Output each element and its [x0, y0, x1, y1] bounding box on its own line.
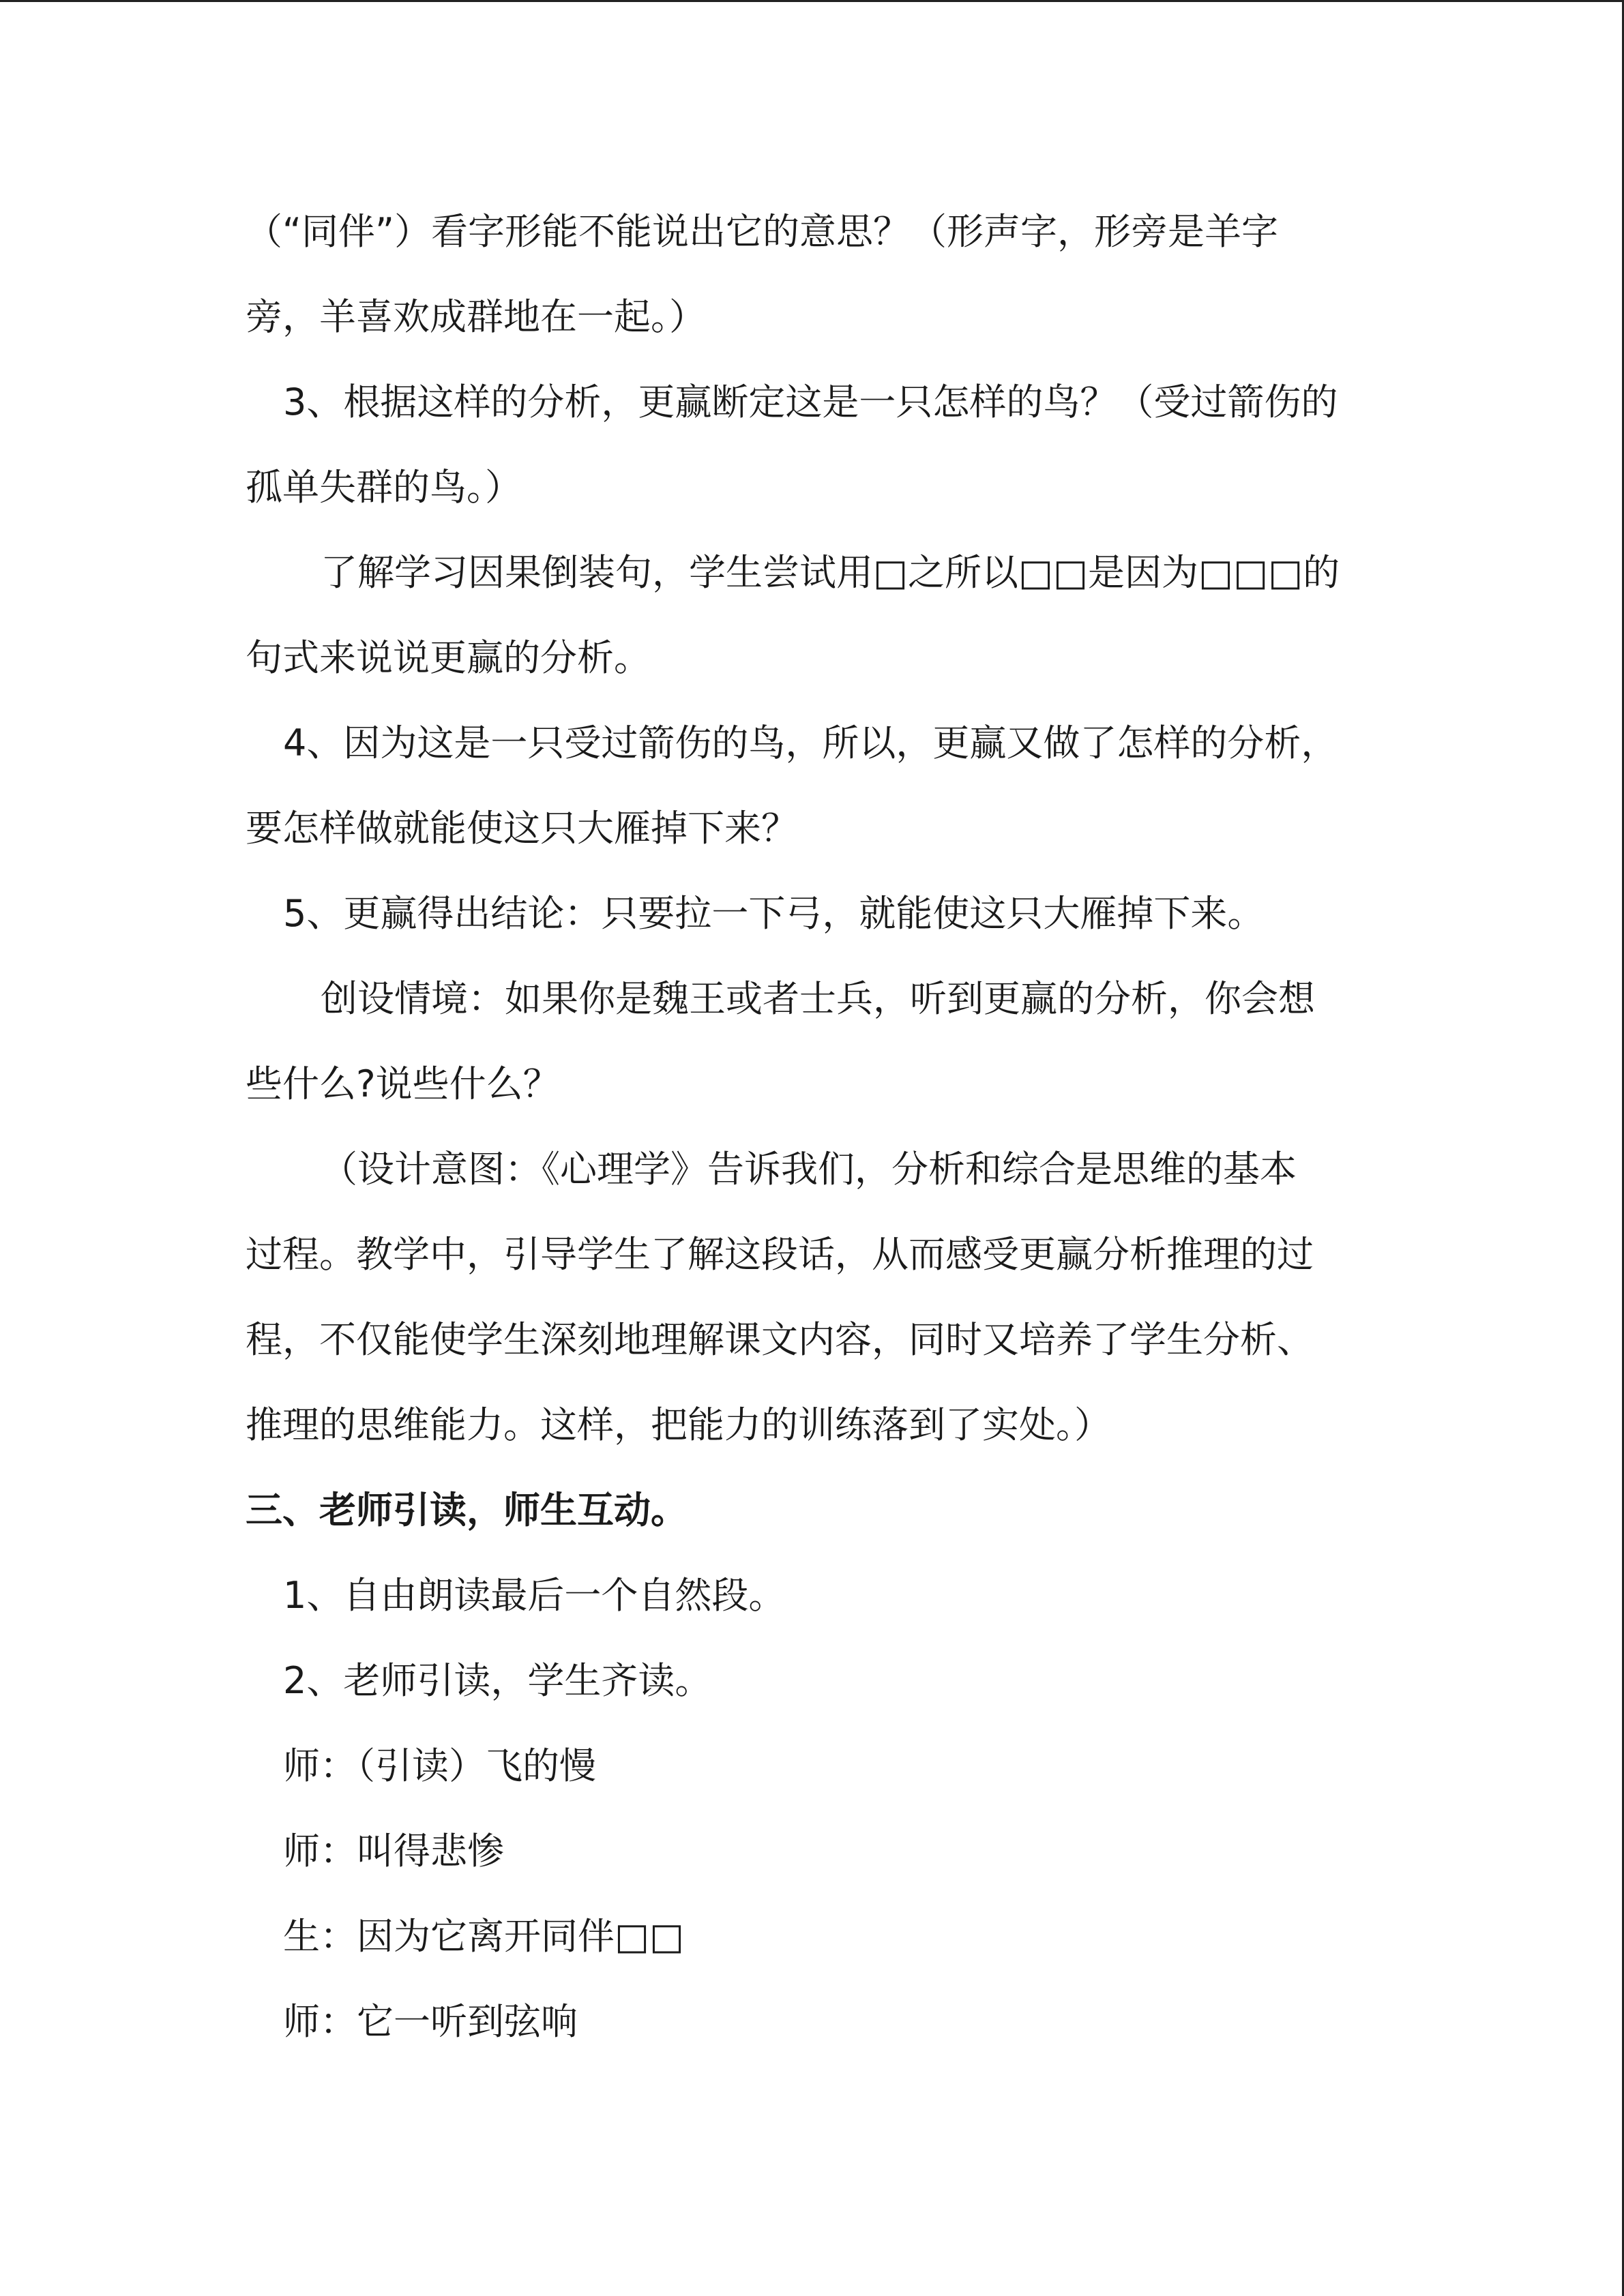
design-intent-line: （设计意图：《心理学》告诉我们，分析和综合是思维的基本 [321, 1148, 1297, 1191]
paragraph-line: 孤单失群的鸟。） [246, 466, 522, 509]
paragraph-line: 句式来说说更赢的分析。 [246, 636, 651, 679]
dialogue-line: 生：因为它离开同伴□□ [283, 1915, 685, 1958]
paragraph-line: 要怎样做就能使这只大雁掉下来？ [246, 807, 798, 850]
dialogue-line: 师：（引读）飞的慢 [283, 1744, 596, 1787]
dialogue-line: 师：它一听到弦响 [283, 2000, 578, 2043]
paragraph-line: 创设情境：如果你是魏王或者士兵，听到更赢的分析，你会想 [321, 977, 1315, 1020]
top-border-rule [0, 0, 1624, 2]
paragraph-line: 过程。教学中，引导学生了解这段话，从而感受更赢分析推理的过 [246, 1233, 1314, 1276]
step-4-line: 4、因为这是一只受过箭伤的鸟，所以，更赢又做了怎样的分析， [283, 721, 1338, 764]
paragraph-line: 程，不仅能使学生深刻地理解课文内容，同时又培养了学生分析、 [246, 1318, 1314, 1361]
section-heading: 三、老师引读，师生互动。 [246, 1489, 688, 1532]
paragraph-line: （“同伴”）看字形能不能说出它的意思？（形声字，形旁是羊字 [246, 210, 1278, 253]
step-5-line: 5、更赢得出结论：只要拉一下弓，就能使这只大雁掉下来。 [283, 892, 1265, 935]
step-1-line: 1、自由朗读最后一个自然段。 [283, 1574, 786, 1617]
dialogue-line: 师：叫得悲惨 [283, 1830, 504, 1873]
paragraph-line: 旁，羊喜欢成群地在一起。） [246, 295, 706, 338]
paragraph-line: 了解学习因果倒装句，学生尝试用□之所以□□是因为□□□的 [321, 551, 1340, 594]
step-2-line: 2、老师引读，学生齐读。 [283, 1659, 712, 1702]
step-3-line: 3、根据这样的分析，更赢断定这是一只怎样的鸟？（受过箭伤的 [283, 381, 1338, 423]
paragraph-line: 推理的思维能力。这样，把能力的训练落到了实处。） [246, 1403, 1111, 1446]
paragraph-line: 些什么?说些什么？ [246, 1062, 560, 1105]
